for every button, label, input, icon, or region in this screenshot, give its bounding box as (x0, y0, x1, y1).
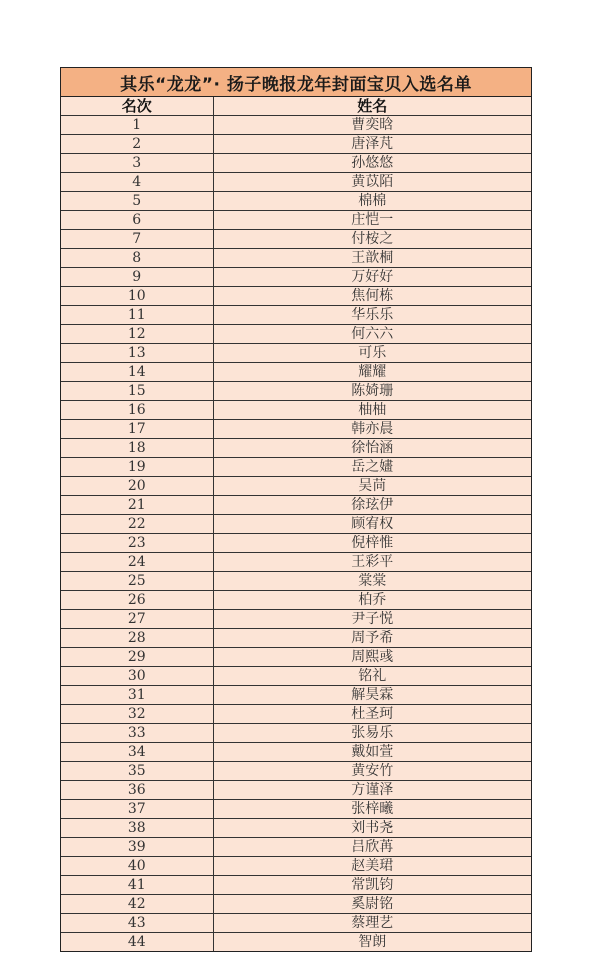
name-cell: 吕欣苒 (213, 838, 531, 857)
rank-cell: 35 (61, 762, 213, 781)
table-row (61, 173, 531, 192)
table-row (61, 268, 531, 287)
name-cell: 张易乐 (213, 724, 531, 743)
name-cell: 吴苘 (213, 477, 531, 496)
table-row (61, 325, 531, 344)
name-cell: 铭礼 (213, 667, 531, 686)
rank-cell: 29 (61, 648, 213, 667)
table-row (61, 382, 531, 401)
name-cell: 倪梓惟 (213, 534, 531, 553)
rank-column-header: 名次 (61, 97, 213, 116)
table-body (61, 116, 531, 952)
table-row (61, 762, 531, 781)
table-row (61, 116, 531, 135)
name-cell: 棠棠 (213, 572, 531, 591)
name-cell: 智朗 (213, 933, 531, 952)
name-cell: 焦何栋 (213, 287, 531, 306)
selection-list-table (60, 67, 532, 952)
name-cell: 徐玹伊 (213, 496, 531, 515)
rank-cell: 22 (61, 515, 213, 534)
table-row (61, 591, 531, 610)
name-cell: 华乐乐 (213, 306, 531, 325)
rank-cell: 16 (61, 401, 213, 420)
name-cell: 柏乔 (213, 591, 531, 610)
rank-cell: 31 (61, 686, 213, 705)
name-cell: 尹子悦 (213, 610, 531, 629)
name-cell: 杜圣珂 (213, 705, 531, 724)
table-row (61, 154, 531, 173)
table-row (61, 135, 531, 154)
table-row (61, 287, 531, 306)
table-row (61, 838, 531, 857)
rank-cell: 7 (61, 230, 213, 249)
name-cell: 韩亦晨 (213, 420, 531, 439)
table-row (61, 363, 531, 382)
rank-cell: 42 (61, 895, 213, 914)
rank-cell: 27 (61, 610, 213, 629)
name-cell: 黄苡陌 (213, 173, 531, 192)
rank-cell: 12 (61, 325, 213, 344)
table-row (61, 572, 531, 591)
rank-cell: 6 (61, 211, 213, 230)
table-row (61, 800, 531, 819)
rank-cell: 13 (61, 344, 213, 363)
rank-cell: 25 (61, 572, 213, 591)
name-cell: 顾宥权 (213, 515, 531, 534)
rank-cell: 17 (61, 420, 213, 439)
rank-cell: 38 (61, 819, 213, 838)
rank-cell: 36 (61, 781, 213, 800)
table-row (61, 705, 531, 724)
header-row (61, 97, 531, 116)
rank-cell: 10 (61, 287, 213, 306)
table-row (61, 686, 531, 705)
rank-cell: 34 (61, 743, 213, 762)
rank-cell: 26 (61, 591, 213, 610)
table-row (61, 857, 531, 876)
rank-cell: 18 (61, 439, 213, 458)
name-cell: 周熙彧 (213, 648, 531, 667)
rank-cell: 4 (61, 173, 213, 192)
rank-cell: 11 (61, 306, 213, 325)
rank-cell: 23 (61, 534, 213, 553)
name-cell: 耀耀 (213, 363, 531, 382)
table-row (61, 420, 531, 439)
table-row (61, 895, 531, 914)
rank-cell: 41 (61, 876, 213, 895)
table-row (61, 306, 531, 325)
name-cell: 岳之嫿 (213, 458, 531, 477)
rank-cell: 20 (61, 477, 213, 496)
table-row (61, 629, 531, 648)
name-cell: 庄恺一 (213, 211, 531, 230)
name-cell: 孙悠悠 (213, 154, 531, 173)
table-row (61, 648, 531, 667)
table-row (61, 192, 531, 211)
table-row (61, 401, 531, 420)
name-cell: 付桉之 (213, 230, 531, 249)
rank-cell: 1 (61, 116, 213, 135)
name-cell: 何六六 (213, 325, 531, 344)
name-column-header: 姓名 (213, 97, 531, 116)
name-cell: 黄安竹 (213, 762, 531, 781)
name-cell: 王彩平 (213, 553, 531, 572)
table-row (61, 458, 531, 477)
table-row (61, 667, 531, 686)
table-row (61, 876, 531, 895)
table-row (61, 743, 531, 762)
rank-cell: 15 (61, 382, 213, 401)
name-cell: 徐怡涵 (213, 439, 531, 458)
rank-cell: 8 (61, 249, 213, 268)
rank-cell: 19 (61, 458, 213, 477)
results-table (61, 97, 531, 951)
rank-cell: 21 (61, 496, 213, 515)
rank-cell: 28 (61, 629, 213, 648)
rank-cell: 43 (61, 914, 213, 933)
rank-cell: 14 (61, 363, 213, 382)
table-row (61, 933, 531, 952)
rank-cell: 44 (61, 933, 213, 952)
name-cell: 王歆桐 (213, 249, 531, 268)
name-cell: 赵美珺 (213, 857, 531, 876)
name-cell: 陈婍珊 (213, 382, 531, 401)
rank-cell: 37 (61, 800, 213, 819)
table-row (61, 496, 531, 515)
rank-cell: 24 (61, 553, 213, 572)
name-cell: 常凯钧 (213, 876, 531, 895)
table-row (61, 553, 531, 572)
rank-cell: 39 (61, 838, 213, 857)
name-cell: 解昊霖 (213, 686, 531, 705)
table-row (61, 819, 531, 838)
table-row (61, 230, 531, 249)
name-cell: 唐泽芃 (213, 135, 531, 154)
table-row (61, 724, 531, 743)
table-row (61, 439, 531, 458)
name-cell: 戴如萱 (213, 743, 531, 762)
table-row (61, 249, 531, 268)
name-cell: 柚柚 (213, 401, 531, 420)
name-cell: 刘书尧 (213, 819, 531, 838)
name-cell: 方谨泽 (213, 781, 531, 800)
table-row (61, 477, 531, 496)
name-cell: 棉棉 (213, 192, 531, 211)
rank-cell: 30 (61, 667, 213, 686)
table-row (61, 781, 531, 800)
name-cell: 曹奕晗 (213, 116, 531, 135)
rank-cell: 33 (61, 724, 213, 743)
name-cell: 可乐 (213, 344, 531, 363)
table-row (61, 344, 531, 363)
table-row (61, 914, 531, 933)
table-row (61, 515, 531, 534)
name-cell: 万好好 (213, 268, 531, 287)
rank-cell: 2 (61, 135, 213, 154)
table-row (61, 211, 531, 230)
name-cell: 张梓曦 (213, 800, 531, 819)
name-cell: 周予希 (213, 629, 531, 648)
name-cell: 奚尉铭 (213, 895, 531, 914)
rank-cell: 3 (61, 154, 213, 173)
rank-cell: 5 (61, 192, 213, 211)
rank-cell: 9 (61, 268, 213, 287)
table-row (61, 534, 531, 553)
name-cell: 蔡理艺 (213, 914, 531, 933)
rank-cell: 40 (61, 857, 213, 876)
table-title: 其乐“龙龙”· 扬子晚报龙年封面宝贝入选名单 (61, 68, 531, 97)
rank-cell: 32 (61, 705, 213, 724)
table-row (61, 610, 531, 629)
